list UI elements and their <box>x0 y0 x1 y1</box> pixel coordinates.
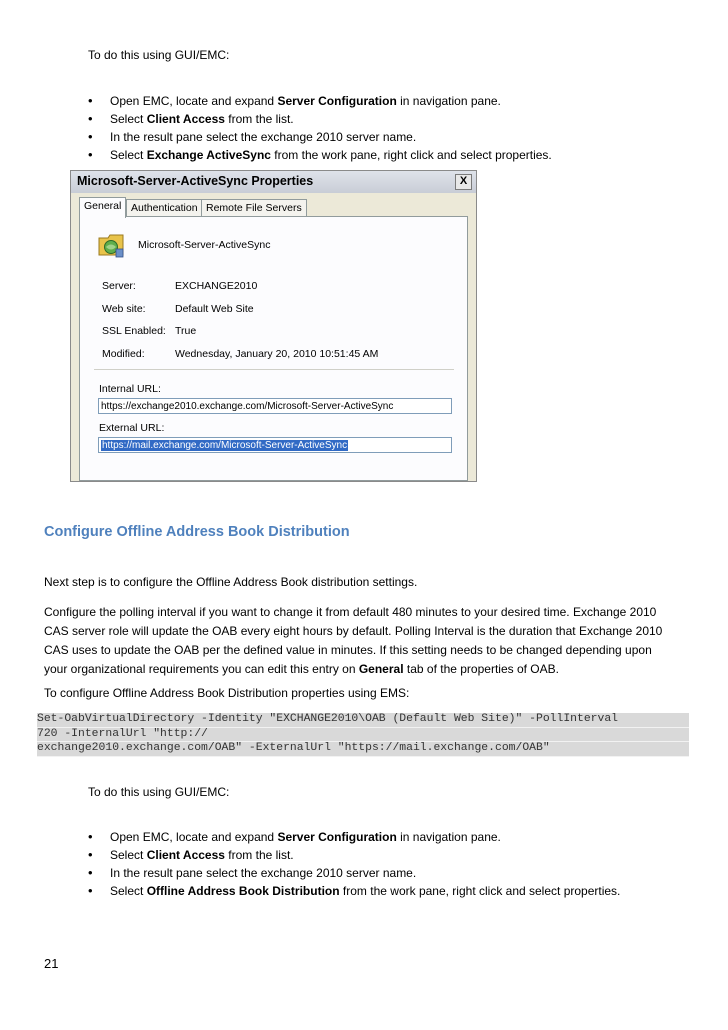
paragraph-intro: Next step is to configure the Offline Address Book distribution settings. <box>44 575 418 589</box>
list-item: • Open EMC, locate and expand Server Configuration in navigation pane. <box>88 828 620 846</box>
code-line: Set-OabVirtualDirectory -Identity "EXCHANGE2010\OAB (Default Web Site)" -PollInterval <box>37 713 689 728</box>
properties-dialog-screenshot <box>70 170 477 482</box>
paragraph-line: Configure the polling interval if you want to change it from default 480 minutes to your desired time. Exchange 2010 <box>44 605 657 619</box>
section1-bullet-list <box>88 92 552 164</box>
internal-url-label: Internal URL: <box>99 383 161 395</box>
paragraph-polling-interval <box>44 603 692 679</box>
ssl-label: SSL Enabled: <box>102 325 166 337</box>
paragraph-line: CAS server role will update the OAB every eight hours by default. Polling Interval is the duration that Exchange 2010 <box>44 624 663 638</box>
code-line: 720 -InternalUrl "http:// <box>37 728 689 743</box>
tab-authentication[interactable]: Authentication <box>126 199 203 217</box>
paragraph-line: CAS uses to update the OAB per the defined value in minutes. If this setting needs to be changed depending upon <box>44 643 652 657</box>
section2-intro: To do this using GUI/EMC: <box>88 785 230 799</box>
close-icon[interactable]: X <box>455 174 472 190</box>
list-item: • Select Offline Address Book Distribution from the work pane, right click and select properties. <box>88 882 620 900</box>
paragraph-line: your organizational requirements you can edit this entry on General tab of the properties of OAB. <box>44 662 559 676</box>
external-url-label: External URL: <box>99 422 165 434</box>
list-item: • In the result pane select the exchange 2010 server name. <box>88 864 620 882</box>
section-heading: Configure Offline Address Book Distribution <box>44 524 350 540</box>
list-item: • Open EMC, locate and expand Server Configuration in navigation pane. <box>88 92 552 110</box>
section2-bullet-list <box>88 828 620 900</box>
website-label: Web site: <box>102 303 146 315</box>
external-url-input[interactable] <box>98 437 452 453</box>
section1-intro: To do this using GUI/EMC: <box>88 48 230 62</box>
divider <box>94 369 454 370</box>
ssl-value: True <box>175 325 197 337</box>
list-item: • Select Client Access from the list. <box>88 846 620 864</box>
object-name: Microsoft-Server-ActiveSync <box>138 239 271 251</box>
tab-remote-file-servers[interactable]: Remote File Servers <box>201 199 307 217</box>
modified-value: Wednesday, January 20, 2010 10:51:45 AM <box>175 348 379 360</box>
dialog-title: Microsoft-Server-ActiveSync Properties <box>77 174 314 188</box>
paragraph-ems: To configure Offline Address Book Distribution properties using EMS: <box>44 686 410 700</box>
dialog-title-bar <box>71 171 476 193</box>
internal-url-input[interactable]: https://exchange2010.exchange.com/Microsoft-Server-ActiveSync <box>98 398 452 414</box>
modified-label: Modified: <box>102 348 145 360</box>
list-item: • Select Client Access from the list. <box>88 110 552 128</box>
list-item: • In the result pane select the exchange 2010 server name. <box>88 128 552 146</box>
website-value: Default Web Site <box>175 303 254 315</box>
code-block <box>37 713 689 757</box>
external-url-selected-text: https://mail.exchange.com/Microsoft-Server-ActiveSync <box>102 440 348 451</box>
tab-general[interactable]: General <box>79 197 126 218</box>
server-value: EXCHANGE2010 <box>175 280 258 292</box>
virtual-directory-icon <box>97 231 127 259</box>
page-number: 21 <box>44 956 59 971</box>
list-item: • Select Exchange ActiveSync from the work pane, right click and select properties. <box>88 146 552 164</box>
server-label: Server: <box>102 280 136 292</box>
code-line: exchange2010.exchange.com/OAB" -ExternalUrl "https://mail.exchange.com/OAB" <box>37 742 689 757</box>
general-tab-panel <box>79 216 468 481</box>
